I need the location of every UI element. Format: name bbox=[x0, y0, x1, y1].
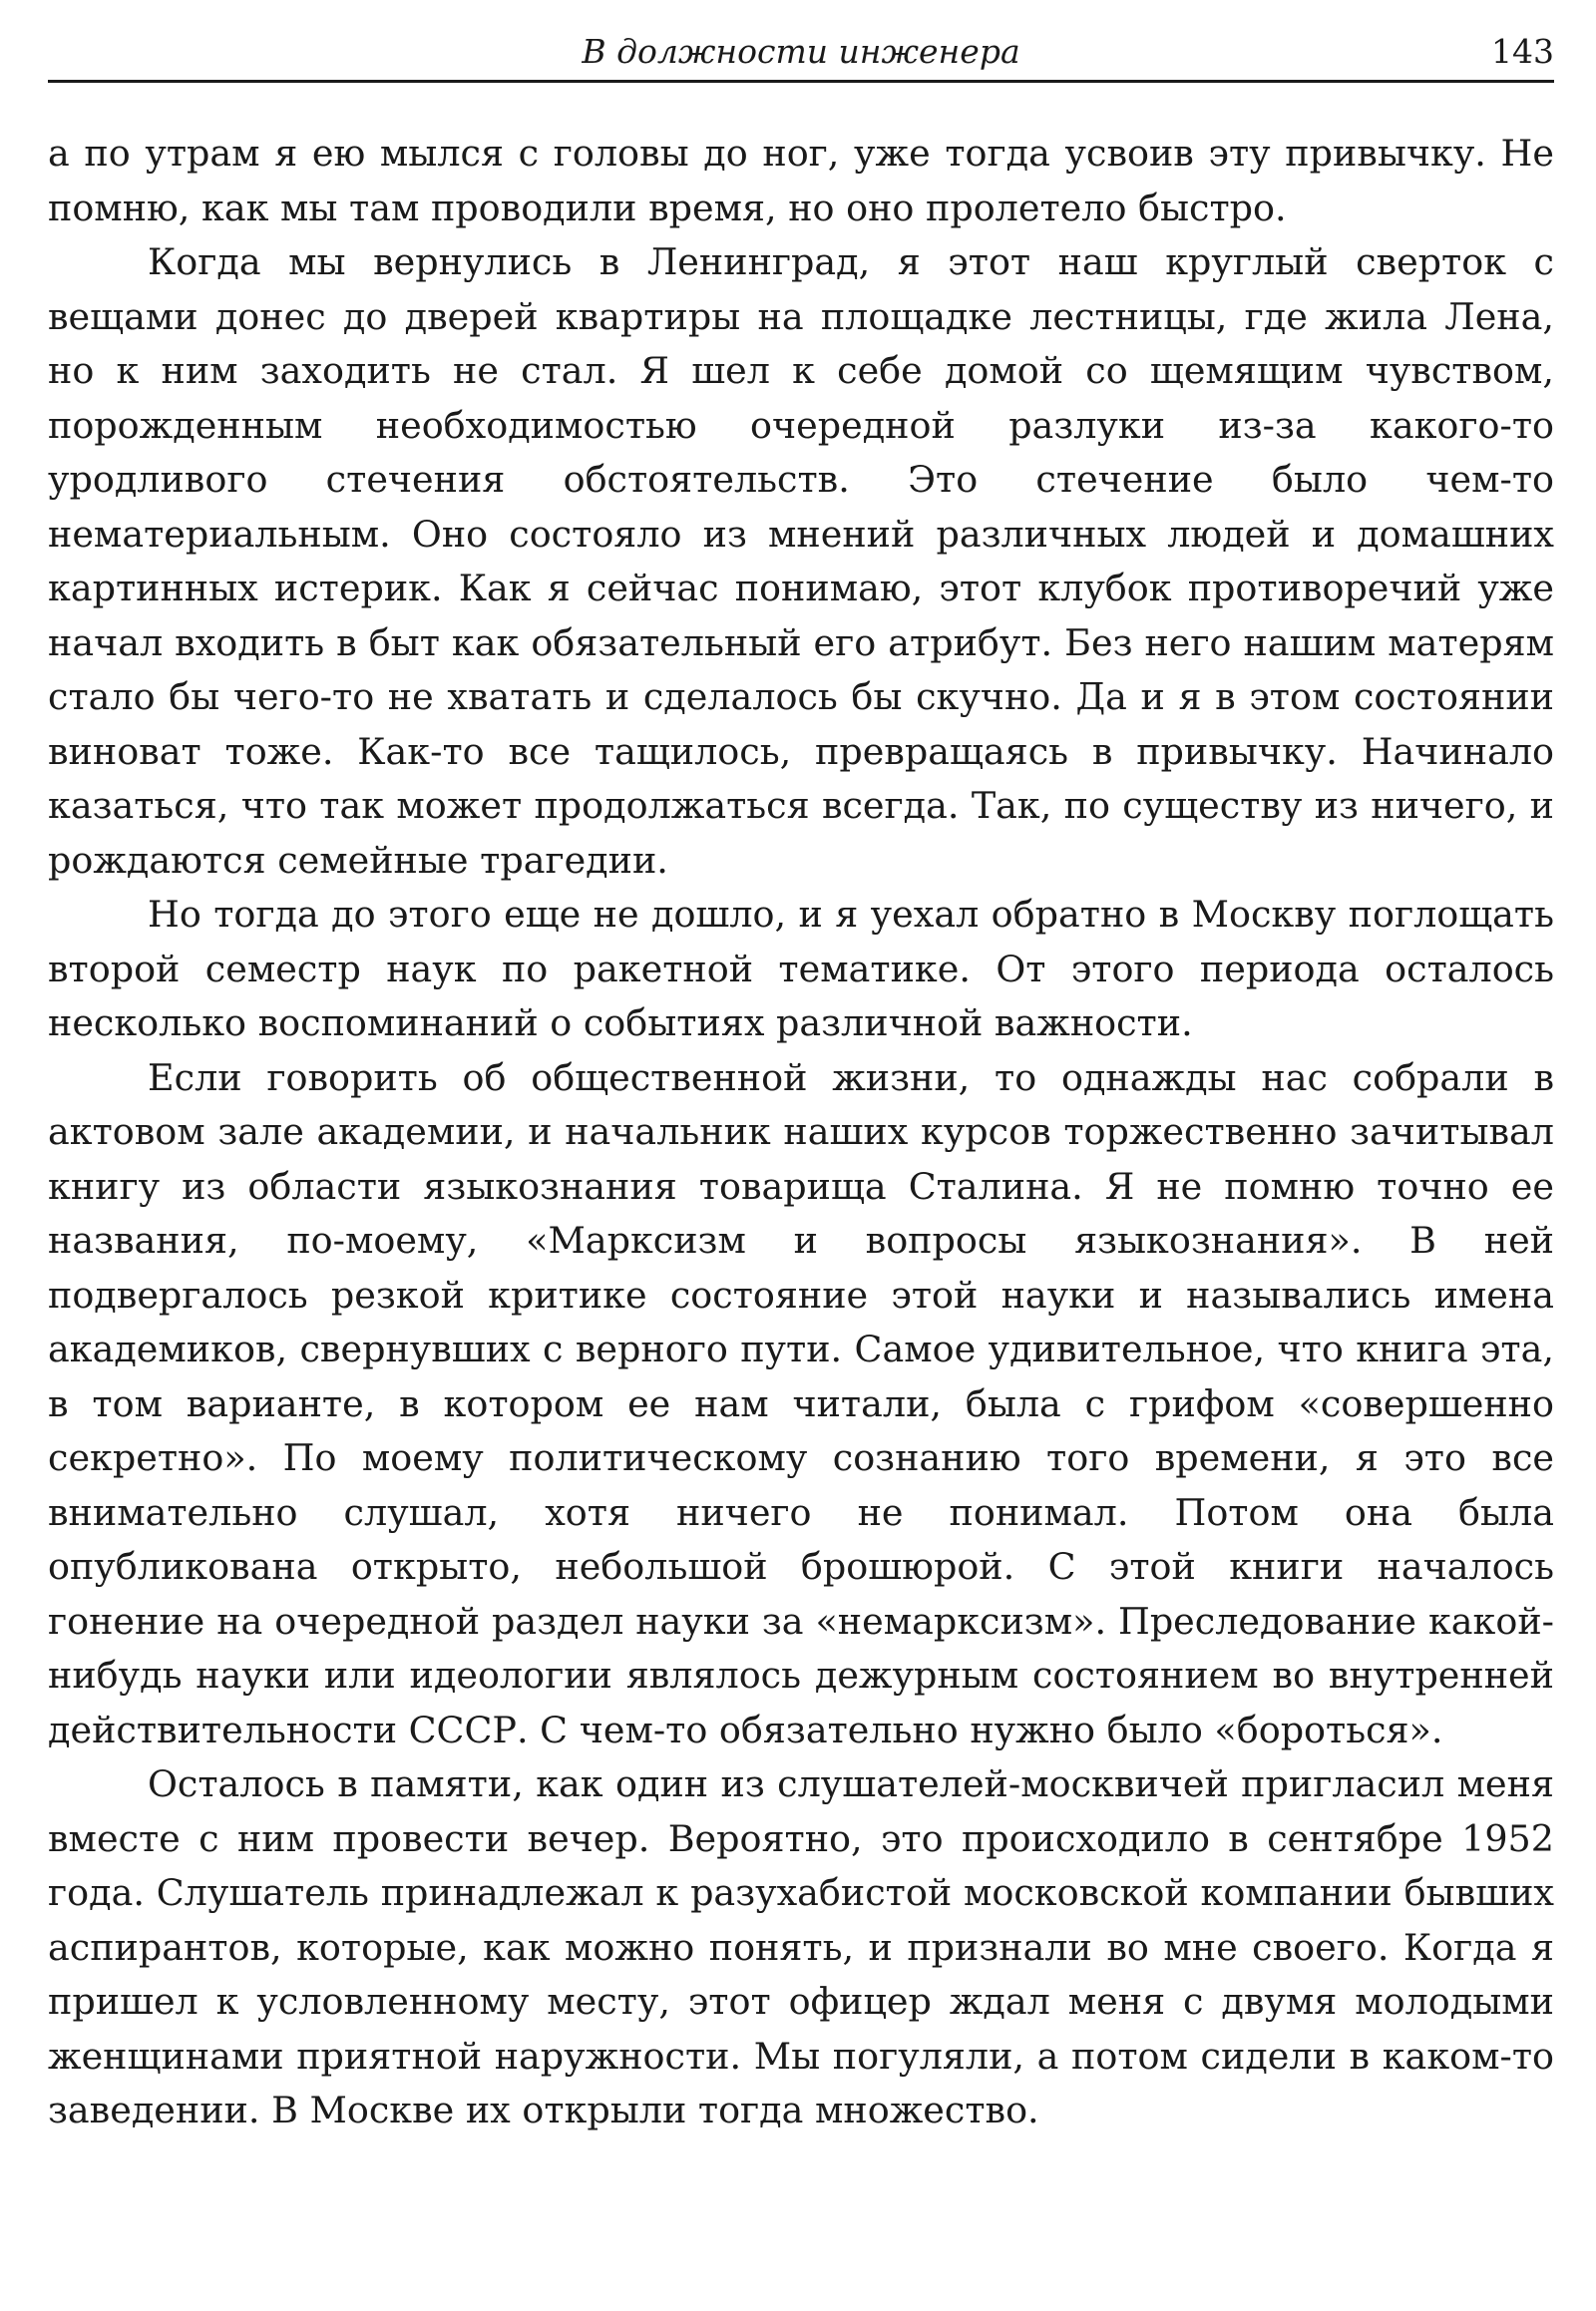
paragraph: Осталось в памяти, как один из слушателей-москвичей пригласил меня вместе с ним провести вечер. Вероятно, это происходило в сентябре 1952 года. Слушатель принадлежал к разухабистой московской компании бывших аспирантов, которые, как можно понять, и признали во мне своего. Когда я пришел к условленному месту, этот офицер ждал меня с двумя молодыми женщинами приятной наружности. Мы погуляли, а потом сидели в каком-то заведении. В Москве их открыли тогда множество. bbox=[48, 1762, 1554, 2131]
book-page bbox=[48, 28, 1554, 2138]
paragraph: Когда мы вернулись в Ленинград, я этот наш круглый сверток с вещами донес до дверей квартиры на площадке лестницы, где жила Лена, но к ним заходить не стал. Я шел к себе домой со щемящим чувством, порожденным необходимостью очередной разлуки из-за какого-то уродливого стечения обстоятельств. Это стечение было чем-то нематериальным. Оно состояло из мнений различных людей и домашних картинных истерик. Как я сейчас понимаю, этот клубок противоречий уже начал входить в быт как обязательный его атрибут. Без него нашим матерям стало бы чего-то не хватать и сделалось бы скучно. Да и я в этом состоянии виноват тоже. Как-то все тащилось, превращаясь в привычку. Начинало казаться, что так может продолжаться всегда. Так, по существу из ничего, и рождаются семейные трагедии. bbox=[48, 240, 1554, 882]
running-title: В должности инженера bbox=[582, 32, 1020, 71]
paragraph: Но тогда до этого еще не дошло, и я уехал обратно в Москву поглощать второй семестр наук по ракетной тематике. От этого периода осталось несколько воспоминаний о событиях различной важности. bbox=[48, 893, 1554, 1044]
paragraph: Если говорить об общественной жизни, то однажды нас собрали в актовом зале академии, и начальник наших курсов торжественно зачитывал книгу из области языкознания товарища Сталина. Я не помню точно ее названия, по-моему, «Марксизм и вопросы языкознания». В ней подвергалось резкой критике состояние этой науки и назывались имена академиков, свернувших с верного пути. Самое удивительное, что книга эта, в том варианте, в котором ее нам читали, была с грифом «совершенно секретно». По моему политическому сознанию того времени, я это все внимательно слушал, хотя ничего не понимал. Потом она была опубликована открыто, небольшой брошюрой. С этой книги началось гонение на очередной раздел науки за «немарксизм». Преследование какой-нибудь науки или идеологии являлось дежурным состоянием во внутренней действительности СССР. С чем-то обязательно нужно было «бороться». bbox=[48, 1055, 1554, 1751]
paragraph-continued: а по утрам я ею мылся с головы до ног, уже тогда усвоив эту привычку. Не помню, как мы там проводили время, но оно пролетело быстро. bbox=[48, 132, 1554, 229]
body-text bbox=[48, 127, 1554, 2138]
page-number: 143 bbox=[1491, 32, 1554, 71]
running-header bbox=[48, 28, 1554, 83]
